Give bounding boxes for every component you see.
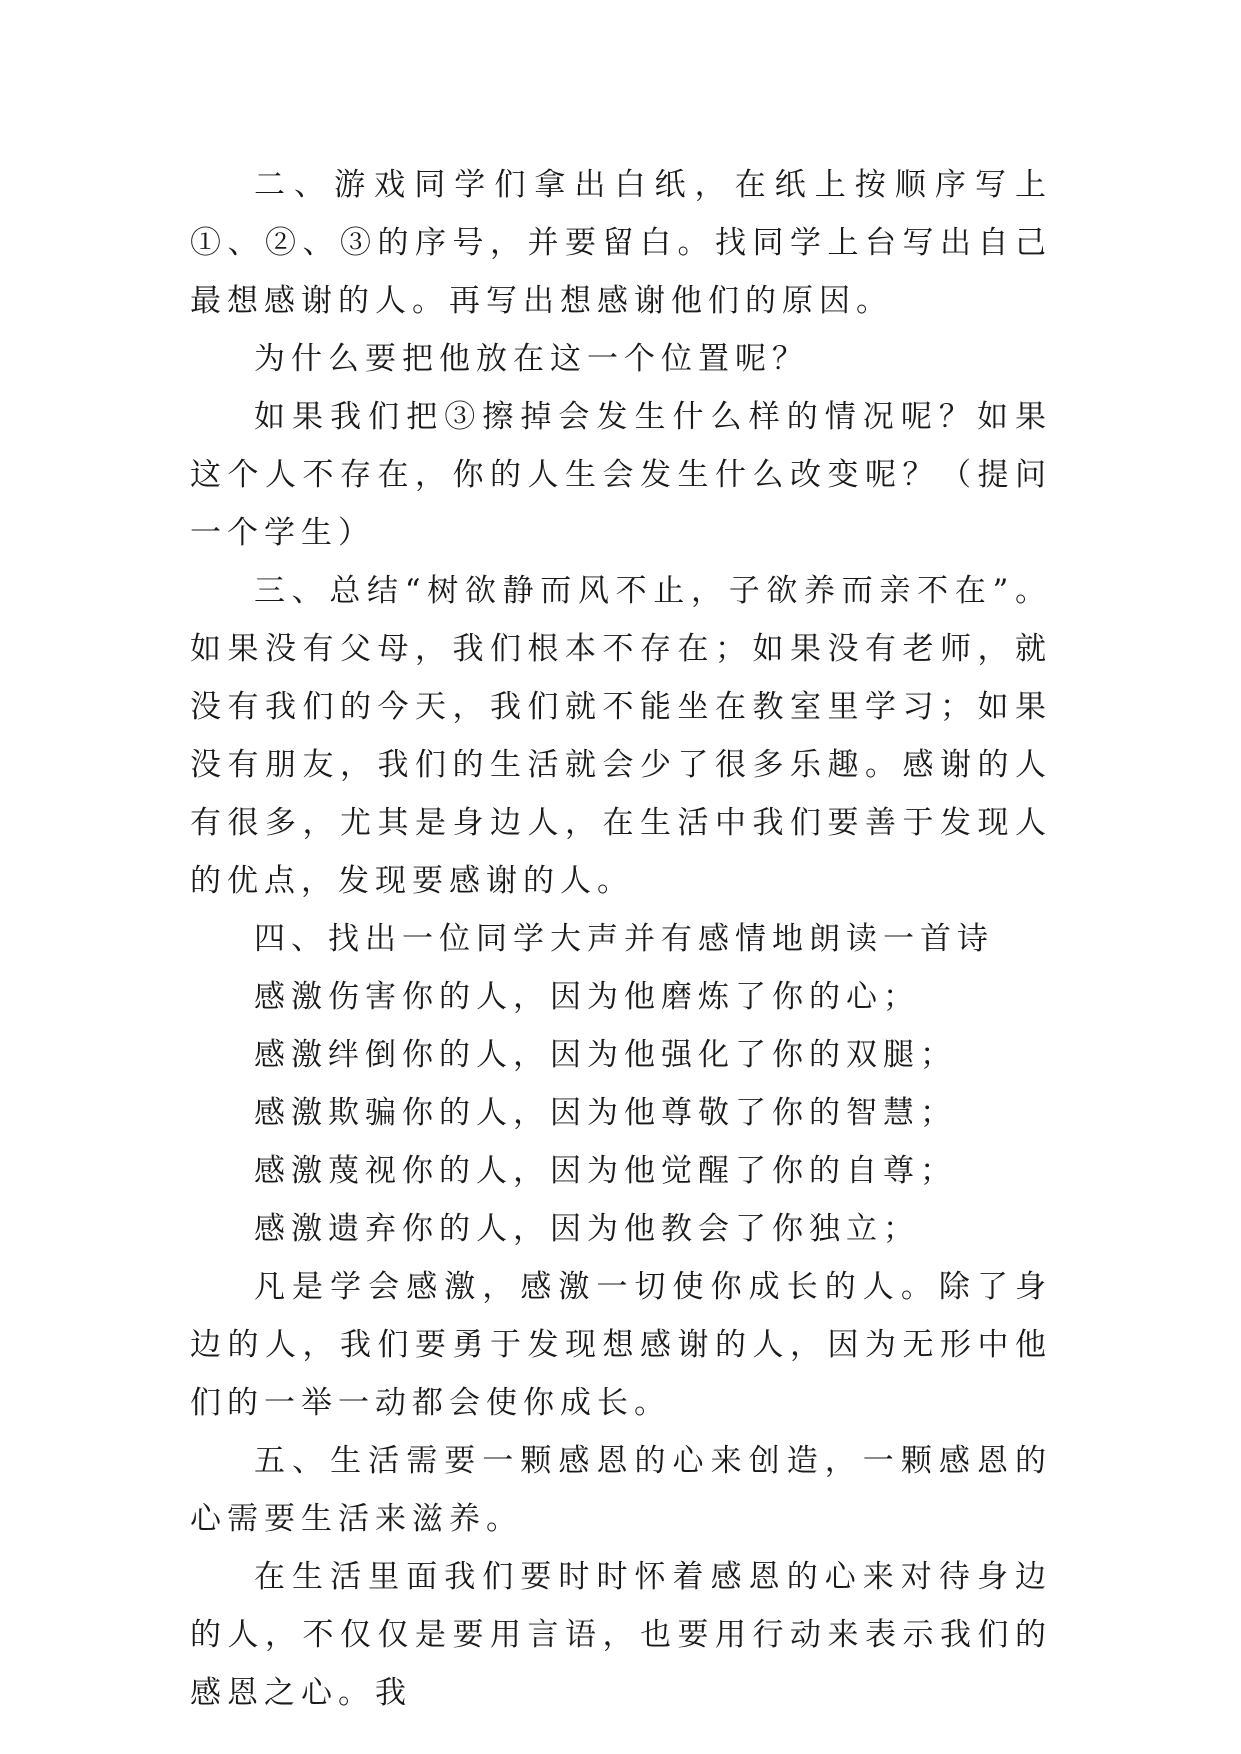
poem-line-4: 感激蔑视你的人，因为他觉醒了你的自尊； — [254, 1153, 957, 1189]
paragraph-summary: 三、总结“树欲静而风不止，子欲养而亲不在”。如果没有父母，我们根本不存在；如果没有老师，就没有我们的今天，我们就不能坐在教室里学习；如果没有朋友，我们的生活就会少了很多乐趣。感谢的人有很多，尤其是身边人，在生活中我们要善于发现人的优点，发现要感谢的人。 — [190, 573, 1052, 899]
paragraph-question-position: 为什么要把他放在这一个位置呢？ — [254, 341, 809, 377]
poem-line-1: 感激伤害你的人，因为他磨炼了你的心； — [254, 979, 920, 1015]
document-body — [190, 156, 1052, 1722]
paragraph-conclusion: 在生活里面我们要时时怀着感恩的心来对待身边的人，不仅仅是要用言语，也要用行动来表示我们的感恩之心。我 — [190, 1559, 1052, 1711]
paragraph-gratitude: 凡是学会感激，感激一切使你成长的人。除了身边的人，我们要勇于发现想感谢的人，因为无形中他们的一举一动都会使你成长。 — [190, 1269, 1052, 1421]
paragraph-poem-intro: 四、找出一位同学大声并有感情地朗读一首诗 — [254, 921, 994, 957]
paragraph-life: 五、生活需要一颗感恩的心来创造，一颗感恩的心需要生活来滋养。 — [190, 1443, 1052, 1537]
poem-line-2: 感激绊倒你的人，因为他强化了你的双腿； — [254, 1037, 957, 1073]
poem-line-3: 感激欺骗你的人，因为他尊敬了你的智慧； — [254, 1095, 957, 1131]
poem-line-5: 感激遗弃你的人，因为他教会了你独立； — [254, 1211, 920, 1247]
paragraph-question-erase: 如果我们把③擦掉会发生什么样的情况呢？如果这个人不存在，你的人生会发生什么改变呢？（提问一个学生） — [190, 399, 1052, 551]
paragraph-game: 二、游戏同学们拿出白纸，在纸上按顺序写上①、②、③的序号，并要留白。找同学上台写出自己最想感谢的人。再写出想感谢他们的原因。 — [190, 167, 1052, 319]
